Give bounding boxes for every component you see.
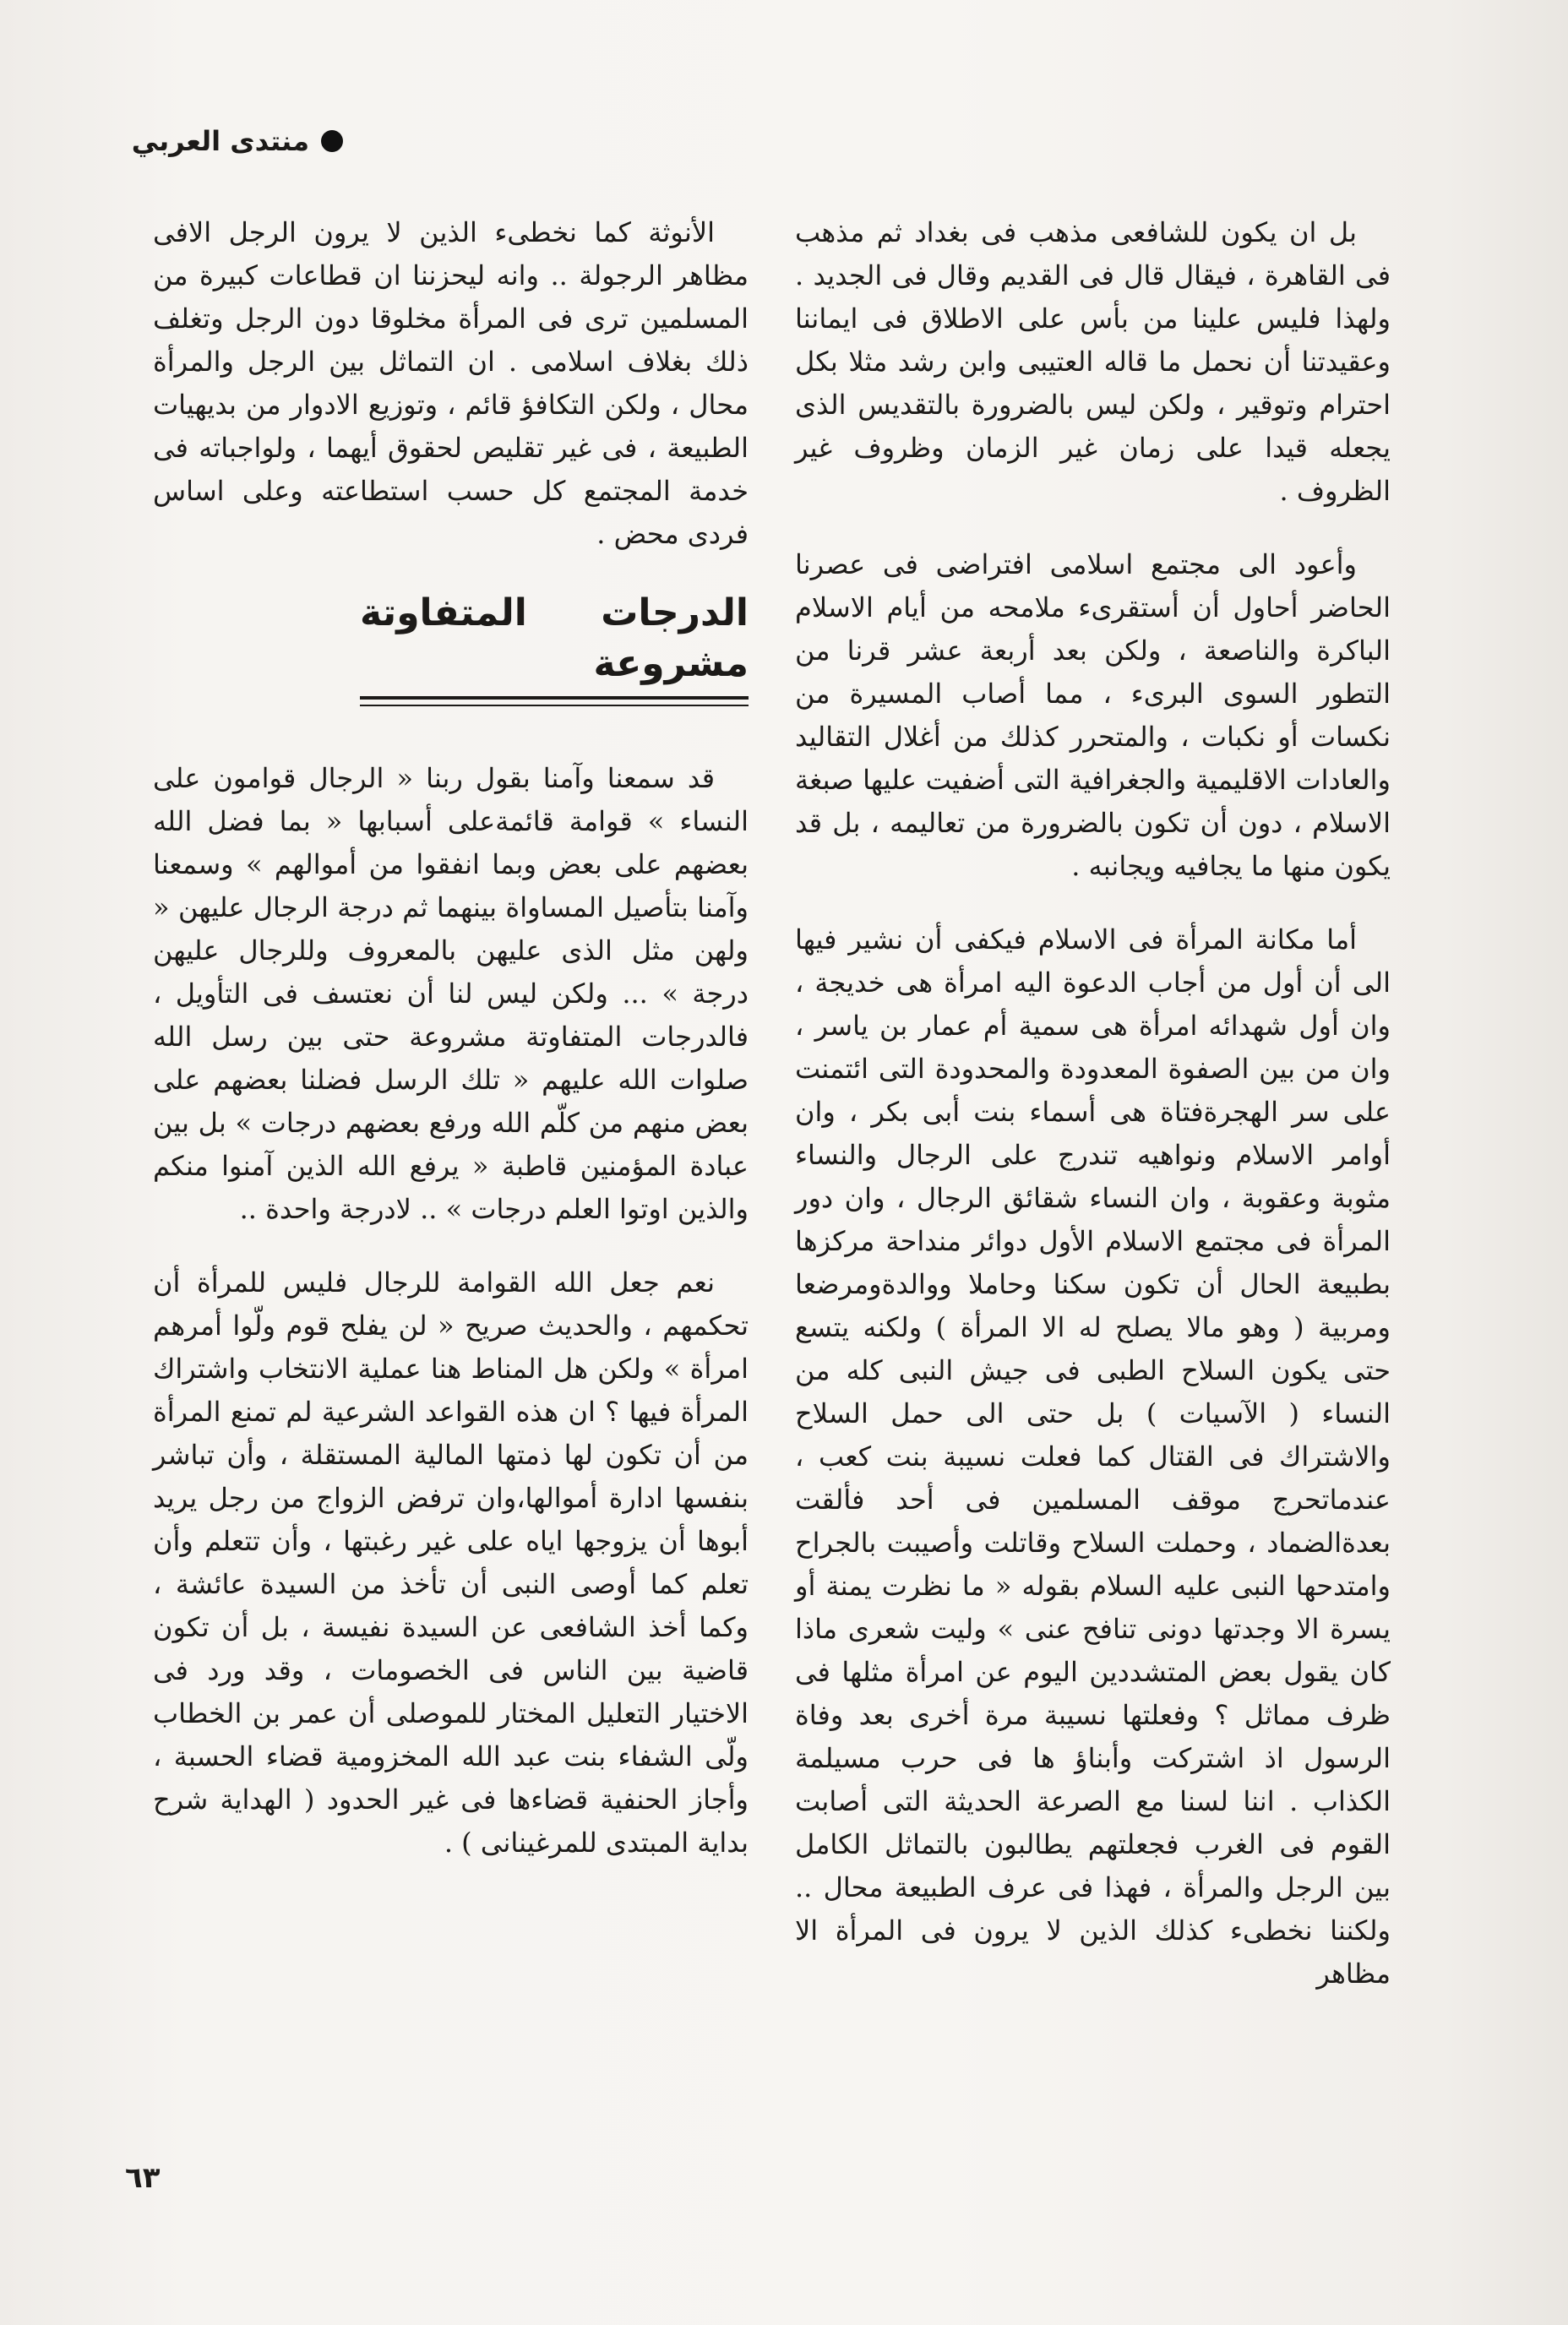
section-title: الدرجات المتفاوتة مشروعة xyxy=(360,588,749,700)
left-text-column xyxy=(153,211,749,1895)
paragraph: بل ان يكون للشافعى مذهب فى بغداد ثم مذهب فى القاهرة ، فيقال قال فى القديم وقال فى الجديد . ولهذا فليس علينا من بأس على الاطلاق فى ايماننا وعقيدتنا أن نحمل ما قاله العتيبى وابن رشد مثلا بكل احترام وتوقير ، ولكن ليس بالضرورة بالتقديس الذى يجعله قيدا على زمان غير الزمان وظروف غير الظروف . xyxy=(795,216,1391,507)
paragraph: قد سمعنا وآمنا بقول ربنا « الرجال قوامون على النساء » قوامة قائمةعلى أسبابها « بما فضل الله بعضهم على بعض وبما انفقوا من أموالهم » وسمعنا وآمنا بتأصيل المساواة بينهما ثم درجة الرجال عليهن « ولهن مثل الذى عليهن بالمعروف وللرجال عليهن درجة » ... ولكن ليس لنا أن نعتسف فى التأويل ، فالدرجات المتفاوتة مشروعة حتى بين رسل الله صلوات الله عليهم « تلك الرسل فضلنا بعضهم على بعض منهم من كلّم الله ورفع بعضهم درجات » بل بين عبادة المؤمنين قاطبة « يرفع الله الذين آمنوا منكم والذين اوتوا العلم درجات » .. لادرجة واحدة .. xyxy=(153,762,749,1225)
page-number: ٦٣ xyxy=(125,2161,161,2195)
paragraph: وأعود الى مجتمع اسلامى افتراضى فى عصرنا الحاضر أحاول أن أستقرىء ملامحه من أيام الاسلام الباكرة والناصعة ، ولكن بعد أربعة عشر قرنا من التطور السوى البرىء ، مما أصاب المسيرة من نكسات أو نكبات ، والمتحرر كذلك من أغلال التقاليد والعادات الاقليمية والجغرافية التى أضفيت عليها صبغة الاسلام ، دون أن تكون بالضرورة من تعاليمه ، بل قد يكون منها ما يجافيه ويجانبه . xyxy=(795,548,1391,882)
title-underline xyxy=(360,705,749,706)
right-text-column xyxy=(795,211,1391,2026)
section-header-title: منتدى العربي xyxy=(131,125,309,157)
paragraph: أما مكانة المرأة فى الاسلام فيكفى أن نشير فيها الى أن أول من أجاب الدعوة اليه امرأة هى خديجة ، وان أول شهدائه امرأة هى سمية أم عمار بن ياسر ، وان من بين الصفوة المعدودة والمحدودة التى ائتمنت على سر الهجرةفتاة هى أسماء بنت أبى بكر ، وان أوامر الاسلام ونواهيه تندرج على الرجال والنساء مثوبة وعقوبة ، وان النساء شقائق الرجال ، وان دور المرأة فى مجتمع الاسلام الأول دوائر منداحة مركزها بطبيعة الحال أن تكون سكنا وحاملا ووالدةومرضعا ومربية ( وهو مالا يصلح له الا المرأة ) ولكنه يتسع حتى يكون السلاح الطبى فى جيش النبى كله من النساء ( الآسيات ) بل حتى الى حمل السلاح والاشتراك فى القتال كما فعلت نسيبة بنت كعب ، عندماتحرج موقف المسلمين فى أحد فألقت بعدةالضماد ، وحملت السلاح وقاتلت وأصيبت بالجراح وامتدحها النبى عليه السلام بقوله « ما نظرت يمنة أو يسرة الا وجدتها دونى تنافح عنى » وليت شعرى ماذا كان يقول بعض المتشددين اليوم عن امرأة مثلها فى ظرف مماثل ؟ وفعلتها نسيبة مرة أخرى بعد وفاة الرسول اذ اشتركت وأبناؤ ها فى حرب مسيلمة الكذاب . اننا لسنا مع الصرعة الحديثة التى أصابت القوم فى الغرب فجعلتهم يطالبون بالتماثل الكامل بين الرجل والمرأة ، فهذا فى عرف الطبيعة محال .. ولكننا نخطىء كذلك الذين لا يرون فى المرأة الا مظاهر xyxy=(795,923,1391,1990)
paragraph: نعم جعل الله القوامة للرجال فليس للمرأة أن تحكمهم ، والحديث صريح « لن يفلح قوم ولّوا أمرهم امرأة » ولكن هل المناط هنا عملية الانتخاب واشتراك المرأة فيها ؟ ان هذه القواعد الشرعية لم تمنع المرأة من أن تكون لها ذمتها المالية المستقلة ، وأن تباشر بنفسها ادارة أموالها،وان ترفض الزواج من رجل يريد أبوها أن يزوجها اياه على غير رغبتها ، وأن تتعلم وأن تعلم كما أوصى النبى أن تأخذ من السيدة عائشة ، وكما أخذ الشافعى عن السيدة نفيسة ، بل أن تكون قاضية بين الناس فى الخصومات ، وقد ورد فى الاختيار التعليل المختار للموصلى أن عمر بن الخطاب ولّى الشفاء بنت عبد الله المخزومية قضاء الحسبة ، وأجاز الحنفية قضاءها فى غير الحدود ( الهداية شرح بداية المبتدى للمرغينانى ) . xyxy=(153,1266,749,1859)
page-header xyxy=(132,125,343,157)
bullet-dot-icon xyxy=(321,130,343,152)
paragraph: الأنوثة كما نخطىء الذين لا يرون الرجل الافى مظاهر الرجولة .. وانه ليحزننا ان قطاعات كبيرة من المسلمين ترى فى المرأة مخلوقا دون الرجل وتغلف ذلك بغلاف اسلامى . ان التماثل بين الرجل والمرأة محال ، ولكن التكافؤ قائم ، وتوزيع الادوار من بديهيات الطبيعة ، فى غير تقليص لحقوق أيهما ، ولواجباته فى خدمة المجتمع كل حسب استطاعته وعلى اساس فردى محض . xyxy=(153,216,749,550)
